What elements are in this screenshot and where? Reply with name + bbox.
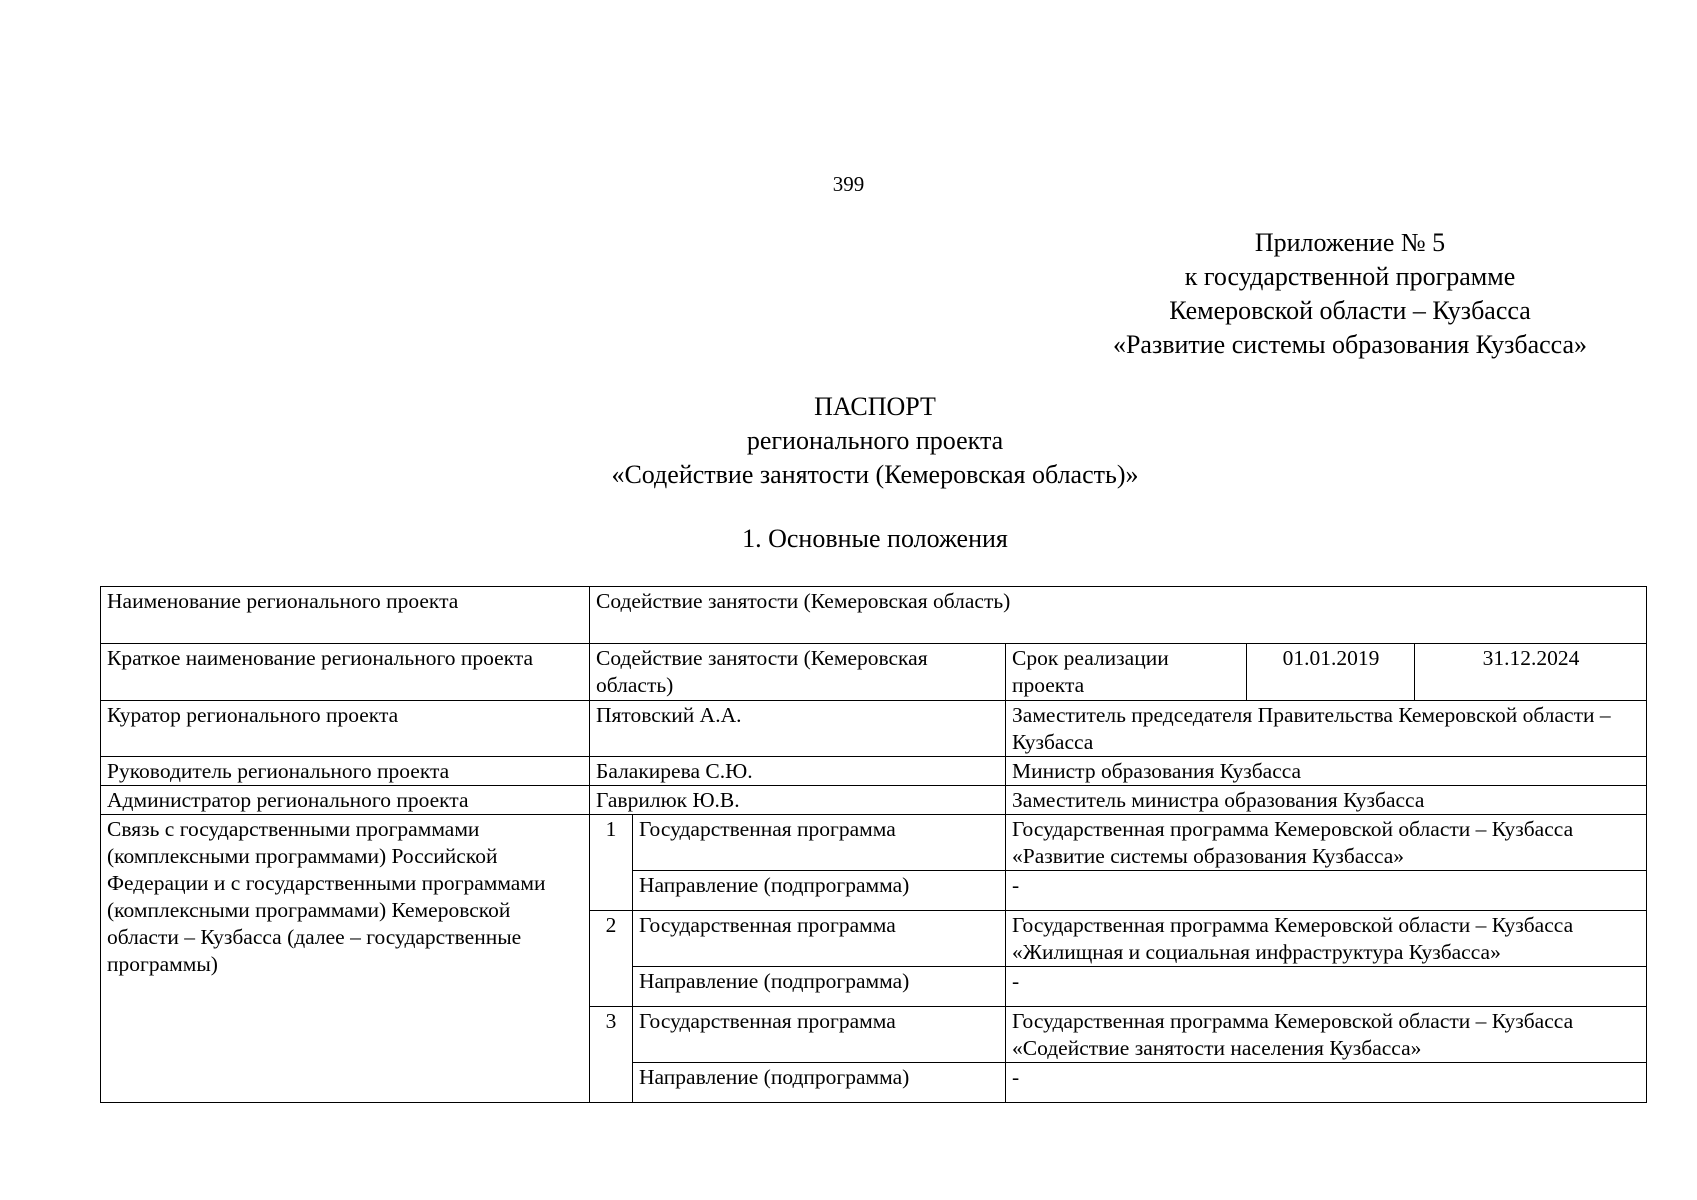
curator-position: Заместитель председателя Правительства Кемеровской области – Кузбасса <box>1006 701 1647 757</box>
table-row-program-1 <box>101 815 1647 871</box>
table-row-admin <box>101 786 1647 815</box>
passport-title: ПАСПОРТ <box>814 392 936 421</box>
appendix-line-1: Приложение № 5 <box>1254 228 1446 257</box>
admin-label: Администратор регионального проекта <box>101 786 590 815</box>
project-passport-table <box>100 586 1647 1103</box>
curator-label: Куратор регионального проекта <box>101 701 590 757</box>
short-name-value: Содействие занятости (Кемеровская область) <box>590 644 1006 701</box>
head-label: Руководитель регионального проекта <box>101 757 590 786</box>
program-2-value: Государственная программа Кемеровской области – Кузбасса «Жилищная и социальная инфраструктура Кузбасса» <box>1006 911 1647 967</box>
appendix-line-2: к государственной программе <box>1184 262 1516 291</box>
direction-3-value: - <box>1006 1063 1647 1103</box>
admin-name: Гаврилюк Ю.В. <box>590 786 1006 815</box>
appendix-line-4: «Развитие системы образования Кузбасса» <box>1112 330 1588 359</box>
passport-project-name: «Содействие занятости (Кемеровская область)» <box>611 460 1139 489</box>
program-2-label: Государственная программа <box>633 911 1006 967</box>
section-title: 1. Основные положения <box>742 524 1008 553</box>
head-name: Балакирева С.Ю. <box>590 757 1006 786</box>
program-3-value: Государственная программа Кемеровской области – Кузбасса «Содействие занятости населения Кузбасса» <box>1006 1007 1647 1063</box>
direction-2-value: - <box>1006 967 1647 1007</box>
project-name-label: Наименование регионального проекта <box>101 587 590 644</box>
admin-position: Заместитель министра образования Кузбасса <box>1006 786 1647 815</box>
table-row-curator <box>101 701 1647 757</box>
program-1-number: 1 <box>590 815 633 911</box>
head-position: Министр образования Кузбасса <box>1006 757 1647 786</box>
direction-3-label: Направление (подпрограмма) <box>633 1063 1006 1103</box>
links-label: Связь с государственными программами (комплексными программами) Российской Федерации и с государственными программами (комплексными программами) Кемеровской области – Кузбасса (далее – государственные программы) <box>101 815 590 1103</box>
page-number: 399 <box>832 172 865 196</box>
end-date: 31.12.2024 <box>1415 644 1647 701</box>
direction-2-label: Направление (подпрограмма) <box>633 967 1006 1007</box>
program-1-value: Государственная программа Кемеровской области – Кузбасса «Развитие системы образования Кузбасса» <box>1006 815 1647 871</box>
direction-1-value: - <box>1006 871 1647 911</box>
table-row-head <box>101 757 1647 786</box>
passport-subtitle: регионального проекта <box>746 426 1004 455</box>
start-date: 01.01.2019 <box>1247 644 1415 701</box>
program-1-label: Государственная программа <box>633 815 1006 871</box>
table-row-project-name <box>101 587 1647 644</box>
project-name-value: Содействие занятости (Кемеровская область) <box>590 587 1647 644</box>
curator-name: Пятовский А.А. <box>590 701 1006 757</box>
program-2-number: 2 <box>590 911 633 1007</box>
program-3-label: Государственная программа <box>633 1007 1006 1063</box>
table-row-short-name <box>101 644 1647 701</box>
appendix-header <box>1050 226 1650 362</box>
direction-1-label: Направление (подпрограмма) <box>633 871 1006 911</box>
program-3-number: 3 <box>590 1007 633 1103</box>
appendix-line-3: Кемеровской области – Кузбасса <box>1169 296 1531 325</box>
term-label: Срок реализации проекта <box>1006 644 1247 701</box>
short-name-label: Краткое наименование регионального проекта <box>101 644 590 701</box>
passport-heading <box>0 390 1697 492</box>
